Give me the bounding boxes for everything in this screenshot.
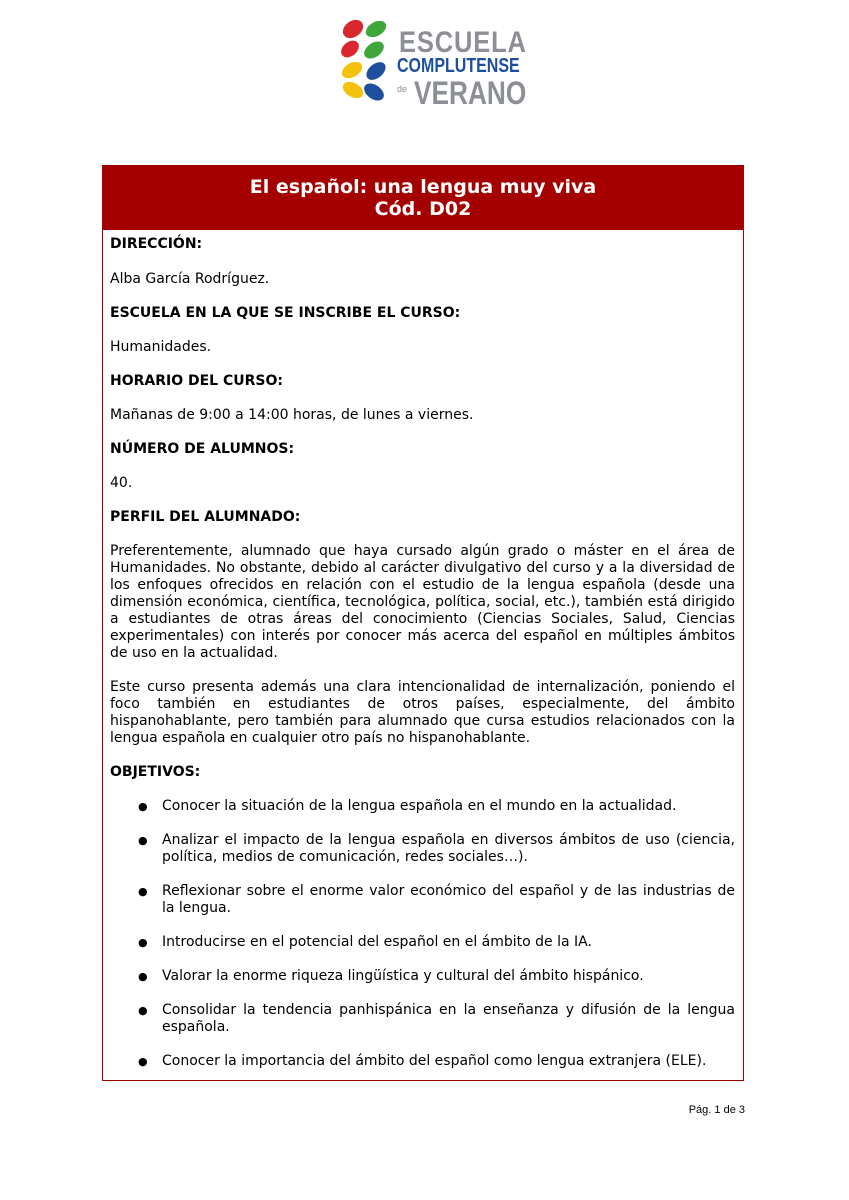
objetivo-item: ● Reflexionar sobre el enorme valor económico del español y de las industrias de la lengua. bbox=[138, 883, 735, 916]
alumnos-heading: NÚMERO DE ALUMNOS: bbox=[110, 441, 295, 457]
horario-value: Mañanas de 9:00 a 14:00 horas, de lunes a viernes. bbox=[110, 407, 474, 423]
logo-text-escuela: ESCUELA bbox=[399, 26, 527, 59]
bullet-icon: ● bbox=[138, 970, 148, 983]
horario-heading: HORARIO DEL CURSO: bbox=[110, 373, 283, 389]
objetivo-item: ● Analizar el impacto de la lengua española en diversos ámbitos de uso (ciencia, política, medios de comunicación, redes sociales…). bbox=[138, 832, 735, 865]
objetivo-item: ● Conocer la importancia del ámbito del español como lengua extranjera (ELE). bbox=[138, 1053, 707, 1069]
escuela-value: Humanidades. bbox=[110, 339, 212, 355]
page-number: Pág. 1 de 3 bbox=[688, 1104, 745, 1116]
perfil-heading: PERFIL DEL ALUMNADO: bbox=[110, 509, 301, 525]
bullet-icon: ● bbox=[138, 1055, 148, 1068]
course-header bbox=[103, 166, 743, 230]
bullet-icon: ● bbox=[138, 800, 148, 813]
objetivo-item: ● Consolidar la tendencia panhispánica en la enseñanza y difusión de la lengua española. bbox=[138, 1002, 735, 1035]
objetivo-item: ● Valorar la enorme riqueza lingüística y cultural del ámbito hispánico. bbox=[138, 968, 644, 984]
logo-text-de: de bbox=[397, 84, 408, 94]
bullet-icon: ● bbox=[138, 1004, 148, 1017]
objetivos-heading: OBJETIVOS: bbox=[110, 764, 201, 780]
escuela-complutense-logo bbox=[336, 12, 527, 111]
logo-text-verano: VERANO bbox=[414, 75, 527, 111]
course-title: El español: una lengua muy viva bbox=[249, 176, 597, 198]
course-card bbox=[102, 165, 744, 1081]
objetivos-list bbox=[110, 798, 735, 1070]
direccion-heading: DIRECCIÓN: bbox=[110, 236, 203, 252]
bullet-icon: ● bbox=[138, 936, 148, 949]
bullet-icon: ● bbox=[138, 834, 148, 847]
course-code: Cód. D02 bbox=[374, 198, 472, 220]
bullet-icon: ● bbox=[138, 885, 148, 898]
objetivo-item: ● Introducirse en el potencial del español en el ámbito de la IA. bbox=[138, 934, 592, 950]
objetivo-item: ● Conocer la situación de la lengua española en el mundo en la actualidad. bbox=[138, 798, 677, 814]
alumnos-value: 40. bbox=[110, 475, 133, 491]
escuela-heading: ESCUELA EN LA QUE SE INSCRIBE EL CURSO: bbox=[110, 305, 461, 321]
perfil-paragraph-2: Este curso presenta además una clara intencionalidad de internalización, poniendo el foco también en estudiantes de otros países, especialmente, del ámbito hispanohablante, pero también para alumnado que cursa estudios relacionados con la lengua española en cualquier otro país no hispanohablante. bbox=[110, 679, 735, 746]
leaves-icon bbox=[336, 12, 396, 108]
perfil-paragraph-1: Preferentemente, alumnado que haya cursado algún grado o máster en el área de Humanidades. No obstante, debido al carácter divulgativo del curso y a la diversidad de los enfoques ofrecidos en relación con el estudio de la lengua española (desde una dimensión económica, científica, tecnológica, política, social, etc.), también está dirigido a estudiantes de otras áreas del conocimiento (Ciencias Sociales, Salud, Ciencias experimentales) con interés por conocer más acerca del español en múltiples ámbitos de uso en la actualidad. bbox=[110, 543, 735, 661]
logo-text-complutense: COMPLUTENSE bbox=[397, 55, 520, 77]
course-content bbox=[103, 230, 743, 1070]
direccion-value: Alba García Rodríguez. bbox=[110, 271, 270, 287]
